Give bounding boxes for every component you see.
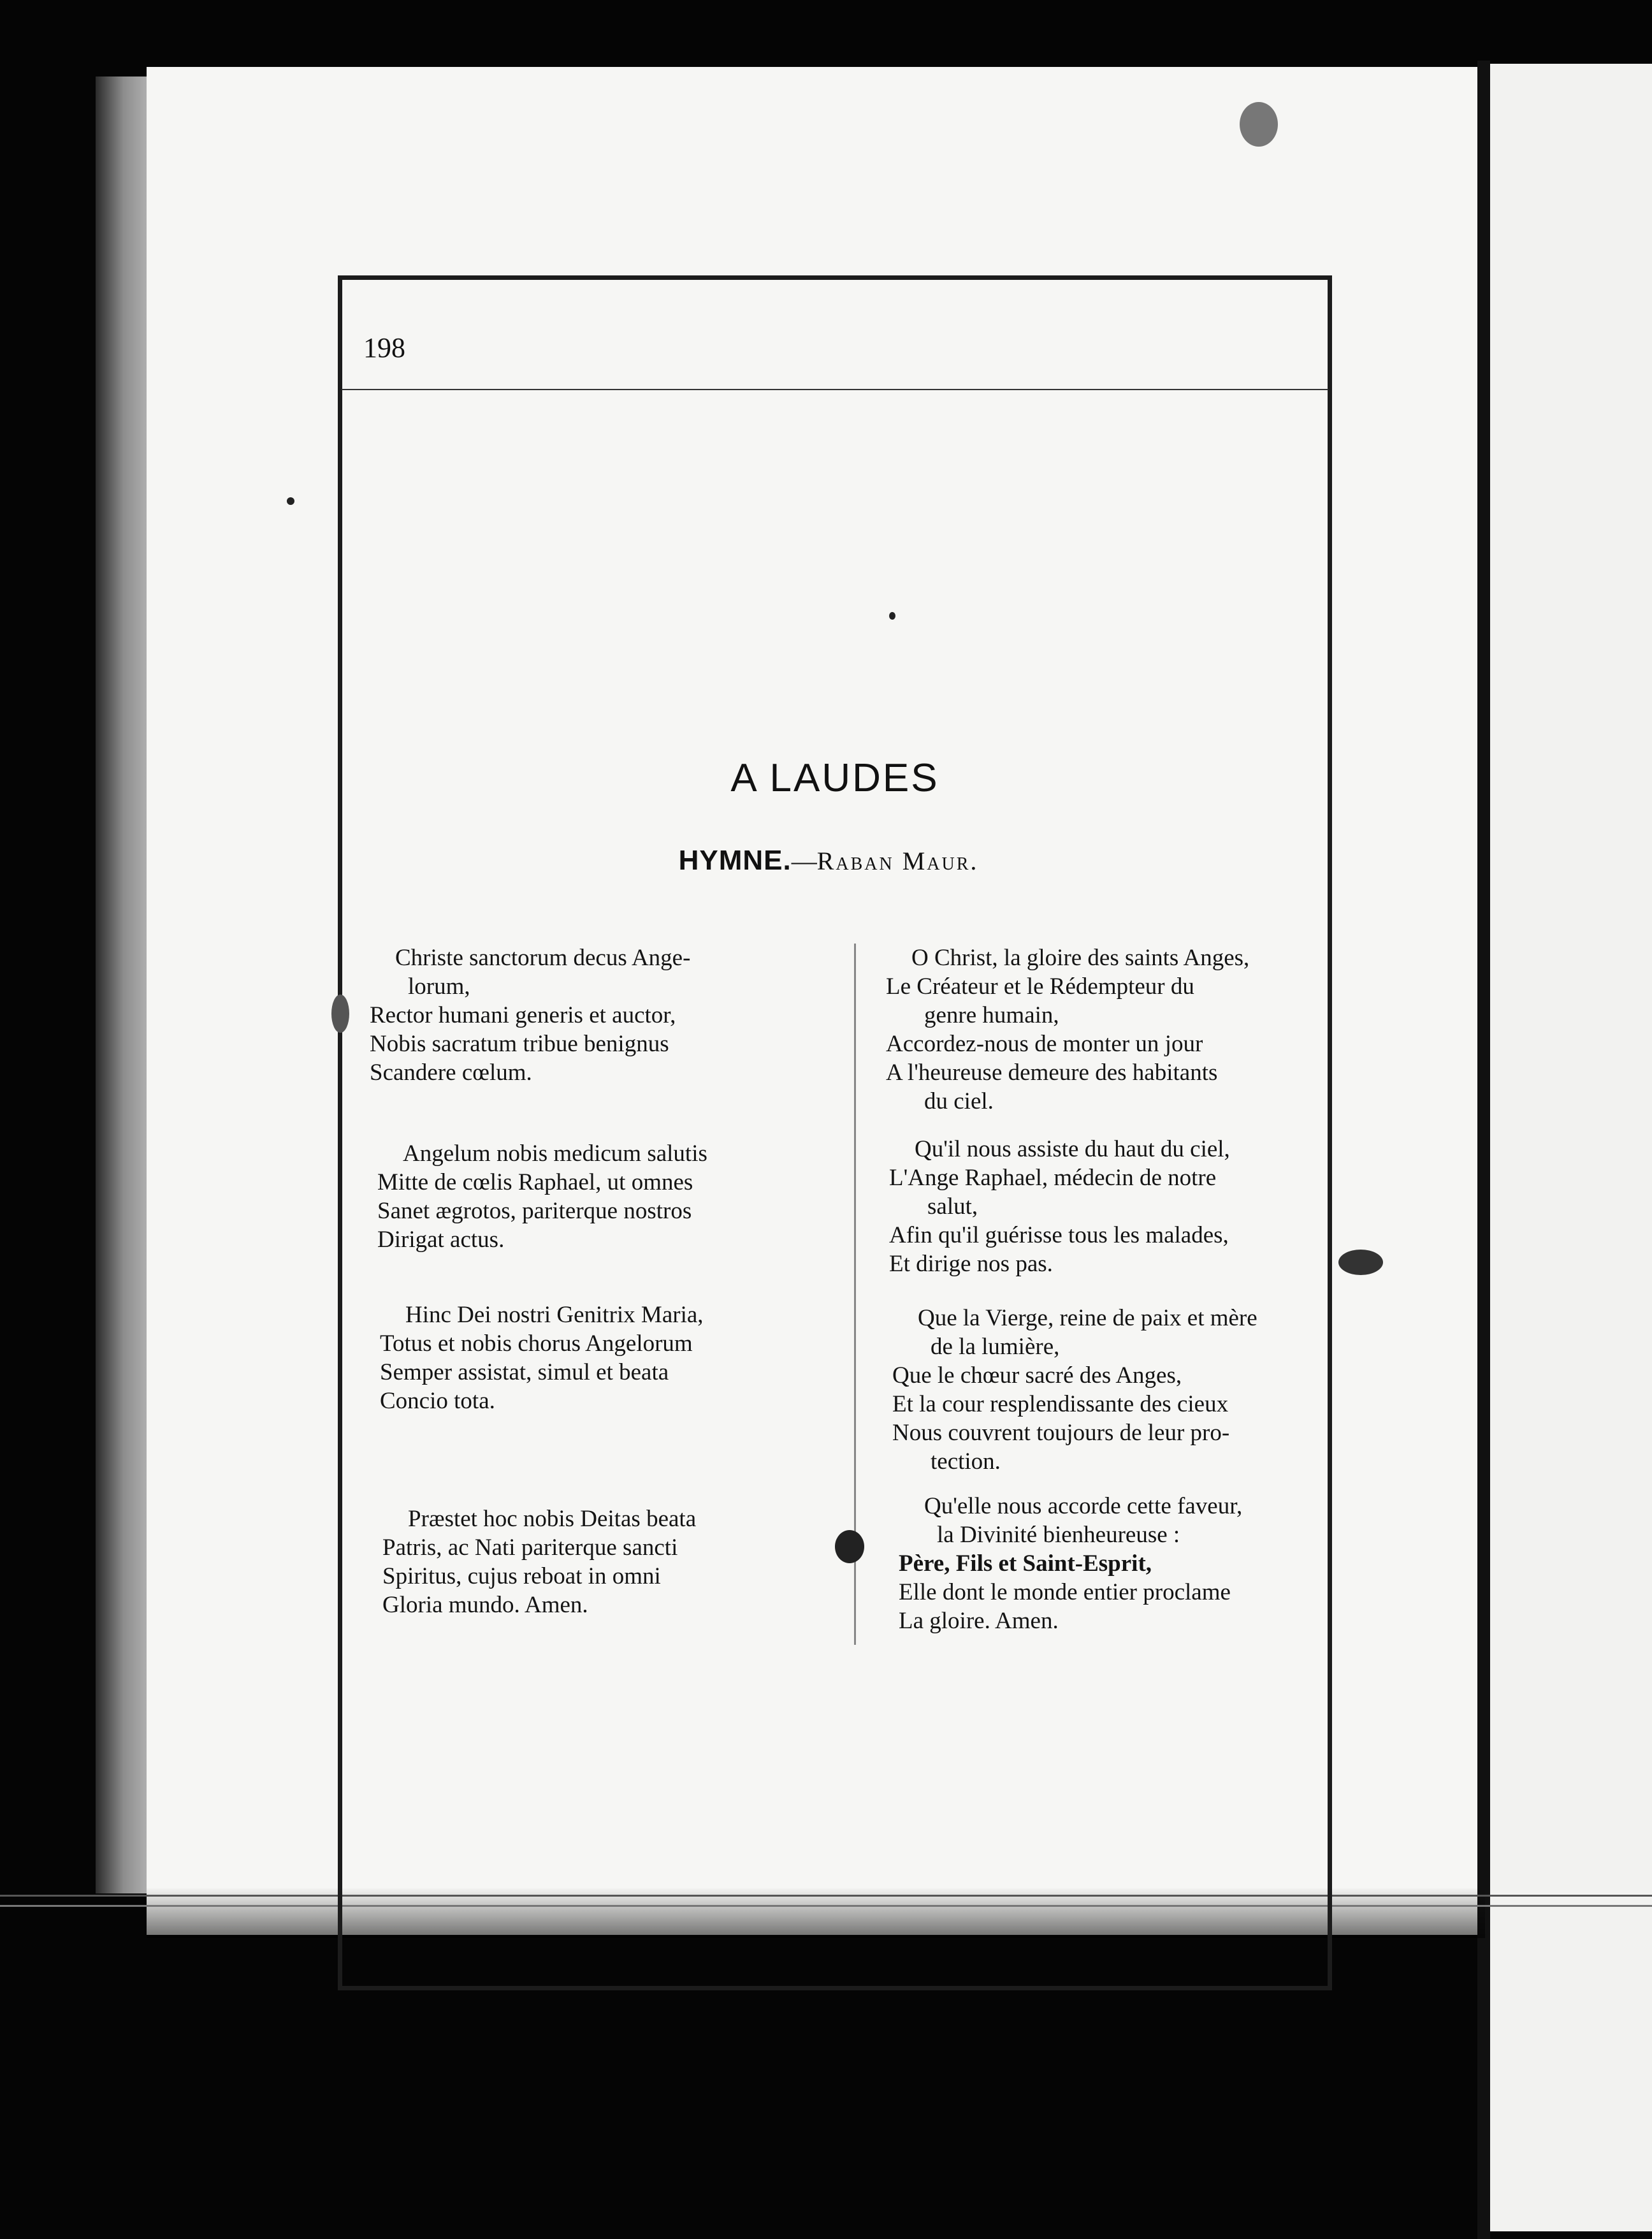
verse-line: Patris, ac Nati pariterque sancti [382,1535,678,1561]
page-title: A LAUDES [730,756,939,800]
ink-speck [889,612,895,620]
verse-line: Que le chœur sacré des Anges, [892,1362,1182,1389]
latin-stanza-2 [377,1139,707,1254]
scan-blemish [1240,102,1278,147]
verse-line: Totus et nobis chorus Angelorum [380,1331,693,1357]
hymn-label: HYMNE. [678,845,792,876]
verse-line: lorum, [408,974,470,1000]
heading-separator: — [791,847,817,875]
verse-line: Præstet hoc nobis Deitas beata [408,1506,697,1532]
verse-line: L'Ange Raphael, médecin de notre [889,1165,1217,1191]
verse-line: Afin qu'il guérisse tous les malades, [889,1222,1229,1248]
verse-line: Dirigat actus. [377,1227,505,1253]
verse-line: Qu'il nous assiste du haut du ciel, [915,1136,1230,1162]
verse-line: la Divinité bienheureuse : [937,1522,1180,1548]
text-frame [338,275,1332,1990]
verse-line: Sanet ægrotos, pariterque nostros [377,1198,692,1224]
verse-line: Mitte de cœlis Raphael, ut omnes [377,1169,693,1195]
verse-line: du ciel. [924,1088,994,1114]
verse-line: Spiritus, cujus reboat in omni [382,1563,661,1589]
french-stanza-1 [886,944,1249,1116]
verse-line: Nobis sacratum tribue benignus [370,1031,669,1057]
ink-blot [1338,1250,1383,1275]
ink-blot [835,1530,864,1563]
latin-stanza-3 [380,1301,704,1415]
verse-line: A l'heureuse demeure des habitants [886,1060,1218,1086]
verse-line: Père, Fils et Saint-Esprit, [899,1550,1152,1577]
verse-line: Que la Vierge, reine de paix et mère [918,1305,1257,1331]
verse-line: Angelum nobis medicum salutis [403,1141,707,1167]
verse-line: salut, [927,1193,978,1220]
verse-line: Et la cour resplendissante des cieux [892,1391,1229,1417]
latin-stanza-1 [370,944,690,1087]
verse-line: Scandere cœlum. [370,1060,532,1086]
verse-line: Semper assistat, simul et beata [380,1359,669,1385]
verse-line: de la lumière, [931,1334,1060,1360]
verse-line: O Christ, la gloire des saints Anges, [911,945,1250,971]
verse-line: Le Créateur et le Rédempteur du [886,974,1194,1000]
verse-line: tection. [931,1448,1001,1475]
french-stanza-4 [899,1492,1242,1635]
hymn-heading [574,845,1083,877]
verse-line: genre humain, [924,1002,1059,1028]
verse-line: Hinc Dei nostri Genitrix Maria, [405,1302,704,1328]
french-stanza-2 [889,1135,1230,1278]
verse-line: Qu'elle nous accorde cette faveur, [924,1493,1243,1519]
hymn-author: Raban Maur. [816,847,979,875]
verse-line: Christe sanctorum decus Ange- [395,945,691,971]
ink-speck [287,497,294,505]
verse-line: Nous couvrent toujours de leur pro- [892,1420,1230,1446]
verse-line: Concio tota. [380,1388,495,1414]
verse-line: Elle dont le monde entier proclame [899,1579,1231,1605]
page-number: 198 [363,332,405,363]
header-rule [342,389,1328,390]
verse-line: Accordez-nous de monter un jour [886,1031,1203,1057]
latin-stanza-4 [382,1505,696,1619]
verse-line: Gloria mundo. Amen. [382,1592,588,1618]
verse-line: La gloire. Amen. [899,1608,1059,1634]
french-stanza-3 [892,1304,1257,1476]
scan-blemish [331,995,349,1033]
verse-line: Et dirige nos pas. [889,1251,1053,1277]
verse-line: Rector humani generis et auctor, [370,1002,676,1028]
